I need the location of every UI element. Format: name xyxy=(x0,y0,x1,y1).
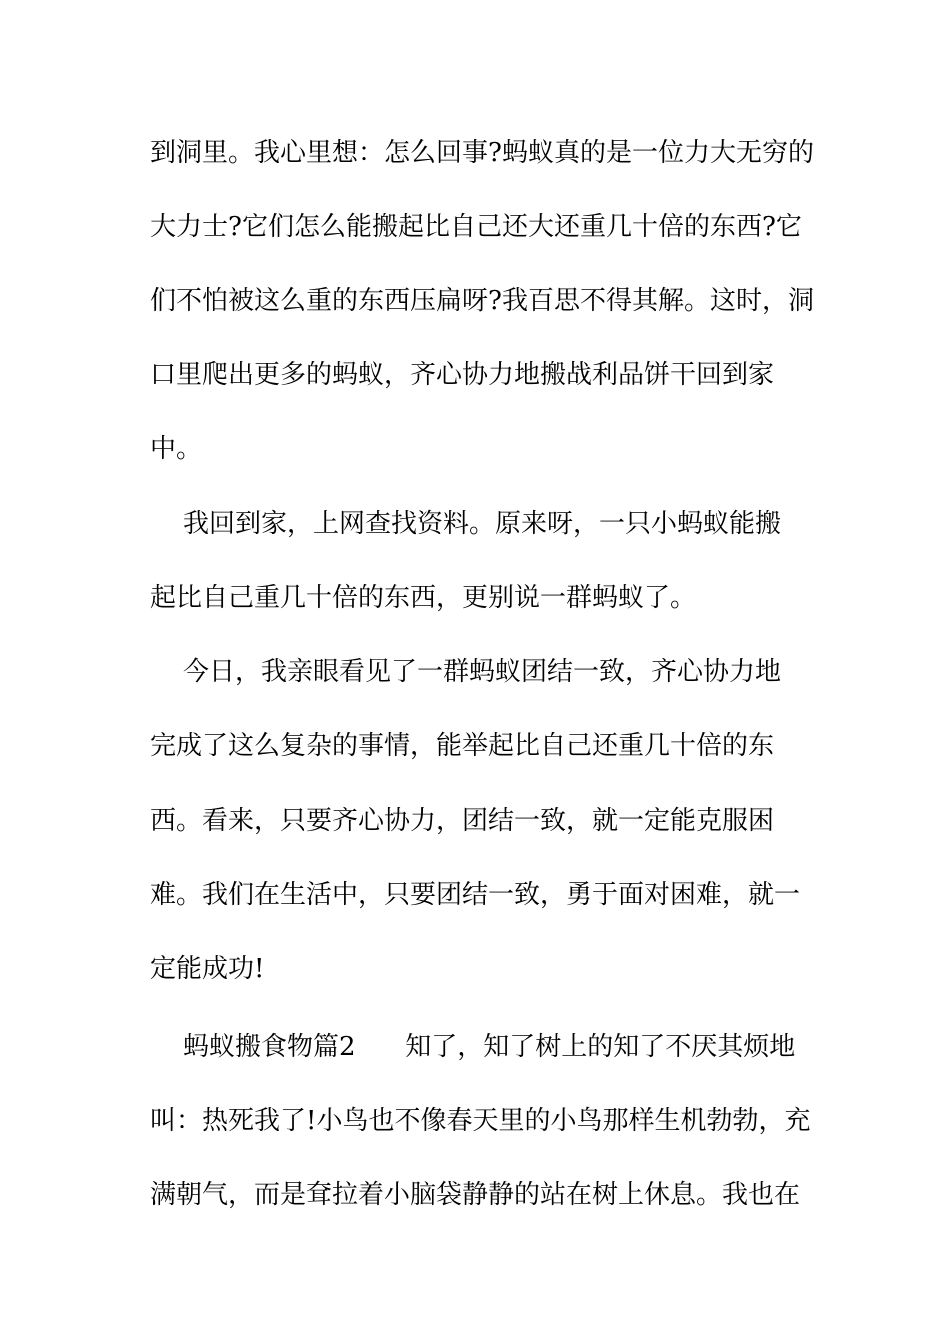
text-line: 满朝气，而是耷拉着小脑袋静静的站在树上休息。我也在 xyxy=(150,1180,801,1210)
text-line: 叫：热死我了!小鸟也不像春天里的小鸟那样生机勃勃，充 xyxy=(150,1106,811,1136)
text-line: 们不怕被这么重的东西压扁呀?我百思不得其解。这时，洞 xyxy=(150,286,814,316)
text-line: 蚂蚁搬食物篇2 知了，知了树上的知了不厌其烦地 xyxy=(150,1032,796,1062)
text-line: 完成了这么复杂的事情，能举起比自己还重几十倍的东 xyxy=(150,731,775,761)
text-line: 今日，我亲眼看见了一群蚂蚁团结一致，齐心协力地 xyxy=(150,657,782,687)
text-line: 到洞里。我心里想：怎么回事?蚂蚁真的是一位力大无穷的 xyxy=(150,138,814,168)
text-line: 起比自己重几十倍的东西，更别说一群蚂蚁了。 xyxy=(150,583,697,613)
text-line: 口里爬出更多的蚂蚁，齐心协力地搬战利品饼干回到家 xyxy=(150,360,775,390)
text-line: 我回到家，上网查找资料。原来呀，一只小蚂蚁能搬 xyxy=(150,509,782,539)
text-line: 大力士?它们怎么能搬起比自己还大还重几十倍的东西?它 xyxy=(150,212,802,242)
text-line: 难。我们在生活中，只要团结一致，勇于面对困难，就一 xyxy=(150,880,801,910)
text-line: 西。看来，只要齐心协力，团结一致，就一定能克服困 xyxy=(150,806,775,836)
text-line: 定能成功! xyxy=(150,954,265,984)
text-line: 中。 xyxy=(150,434,203,464)
